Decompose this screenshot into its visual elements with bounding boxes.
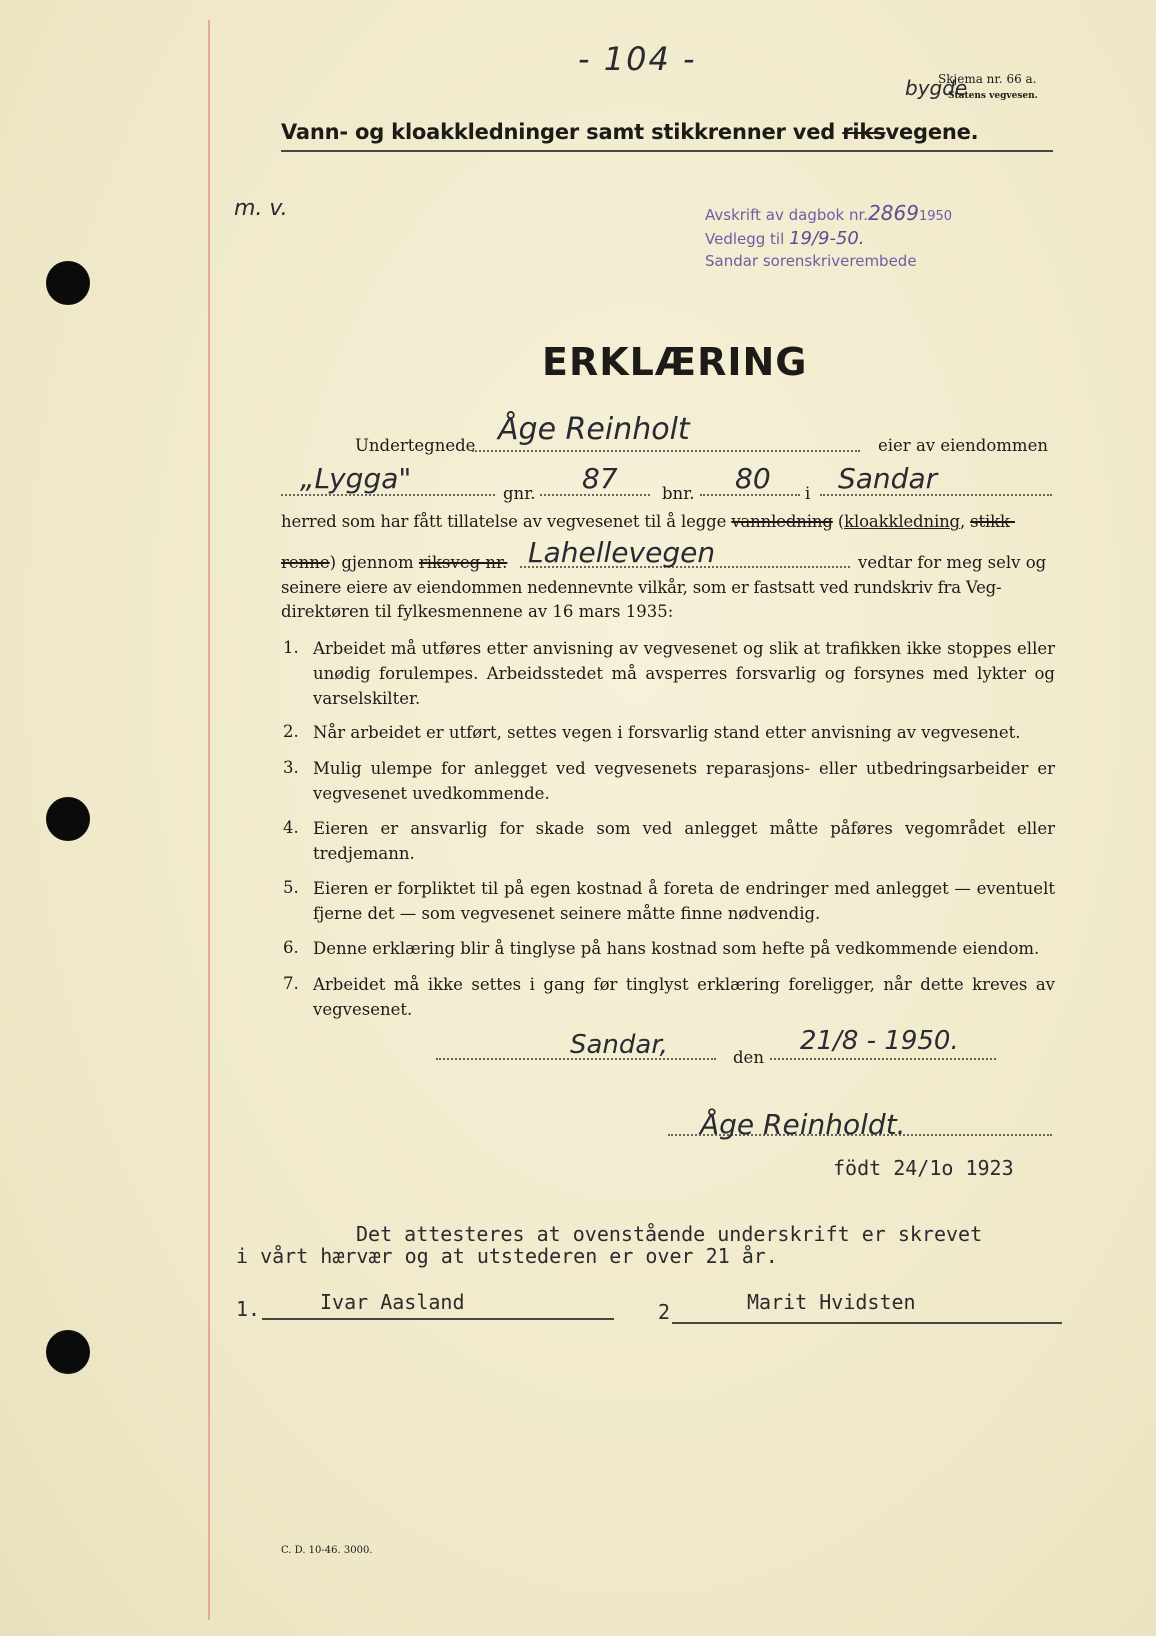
condition-number: 3. <box>283 758 299 777</box>
punch-hole <box>46 797 90 841</box>
condition-text: Eieren er forpliktet til på egen kostnad å foreta de endringer med anlegget — eventuelt fjerne det — som vegvesenet seinere måtte finne nødvendig. <box>313 879 1055 923</box>
declaration-line-4a: renne) gjennom riksveg nr. <box>281 553 508 572</box>
condition-text: Denne erklæring blir å tinglyse på hans kostnad som hefte på vedkommende eiendom. <box>313 939 1040 958</box>
registry-stamp: Avskrift av dagbok nr.28691950 Vedlegg til 19/9-50. Sandar sorenskriverembede <box>705 201 953 270</box>
schema-number: Skjema nr. 66 a. <box>938 72 1037 86</box>
document-heading: ERKLÆRING <box>542 340 808 384</box>
i-label: i <box>805 484 811 503</box>
witness-number: 2 <box>658 1300 671 1324</box>
den-label: den <box>733 1048 764 1067</box>
attestation-line-2: i vårt hærvær og at utstederen er over 21 år. <box>236 1244 778 1268</box>
gnr-value: 87 <box>582 462 618 495</box>
condition-text: Mulig ulempe for anlegget ved vegvesenets reparasjons- eller utbedringsarbeider er vegvesenet uvedkommende. <box>313 759 1055 803</box>
page-number: - 104 - <box>578 40 697 78</box>
condition-number: 7. <box>283 974 299 993</box>
witness-name: Marit Hvidsten <box>747 1290 916 1314</box>
witness-number: 1. <box>236 1297 261 1321</box>
declaration-line-3: herred som har fått tillatelse av vegvesenet til å legge vannledning (kloakkledning, stikk- <box>281 512 1015 531</box>
condition-number: 6. <box>283 938 299 957</box>
name-line <box>472 450 860 452</box>
condition-number: 4. <box>283 818 299 837</box>
signature: Åge Reinholdt. <box>700 1108 906 1141</box>
condition-number: 2. <box>283 722 299 741</box>
gnr-label: gnr. <box>503 484 536 503</box>
agency-name: Statens vegvesen. <box>948 91 1038 101</box>
witness-line <box>262 1318 614 1320</box>
handwritten-insert: bygde <box>905 76 968 100</box>
title-underline <box>281 150 1053 152</box>
undertegnede-label: Undertegnede <box>355 436 476 455</box>
declaration-line-6: direktøren til fylkesmennene av 16 mars 1935: <box>281 602 674 621</box>
date: 21/8 - 1950. <box>800 1026 959 1056</box>
municipality: Sandar <box>838 462 938 495</box>
attestation-line-1: Det attesteres at ovenstående underskrift er skrevet <box>356 1222 983 1246</box>
form-title: Vann- og kloakkledninger samt stikkrenner ved riksvegene. <box>281 120 979 144</box>
birth-date: födt 24/1o 1923 <box>833 1156 1014 1180</box>
declaration-line-5: seinere eiere av eiendommen nedennevnte vilkår, som er fastsatt ved rundskriv fra Veg- <box>281 578 1002 597</box>
witness-name: Ivar Aasland <box>320 1290 465 1314</box>
date-line <box>770 1058 996 1060</box>
condition-number: 1. <box>283 638 299 657</box>
condition-number: 5. <box>283 878 299 897</box>
condition-text: Når arbeidet er utført, settes vegen i forsvarlig stand etter anvisning av vegvesenet. <box>313 723 1021 742</box>
property-name: „Lygga" <box>300 462 412 495</box>
witness-line <box>672 1322 1062 1324</box>
condition-text: Arbeidet må utføres etter anvisning av vegvesenet og slik at trafikken ikke stoppes eller unødig forulempes. Arbeidsstedet må avsperres forsvarlig og forsynes med lykter og varselskilter. <box>313 639 1055 708</box>
punch-hole <box>46 1330 90 1374</box>
declarant-name: Åge Reinholt <box>498 412 690 447</box>
bnr-label: bnr. <box>662 484 695 503</box>
bnr-value: 80 <box>735 462 771 495</box>
place: Sandar, <box>570 1030 668 1060</box>
condition-text: Eieren er ansvarlig for skade som ved anlegget måtte påføres vegområdet eller tredjemann. <box>313 819 1055 863</box>
footer-code: C. D. 10-46. 3000. <box>281 1545 373 1556</box>
condition-text: Arbeidet må ikke settes i gang før tinglyst erklæring foreligger, når dette kreves av vegvesenet. <box>313 975 1055 1019</box>
declaration-line-4b: vedtar for meg selv og <box>858 553 1047 572</box>
margin-rule <box>208 20 210 1620</box>
punch-hole <box>46 261 90 305</box>
eier-label: eier av eiendommen <box>878 436 1048 455</box>
road-name: Lahellevegen <box>528 536 716 569</box>
marginal-initials: m. v. <box>234 196 288 221</box>
